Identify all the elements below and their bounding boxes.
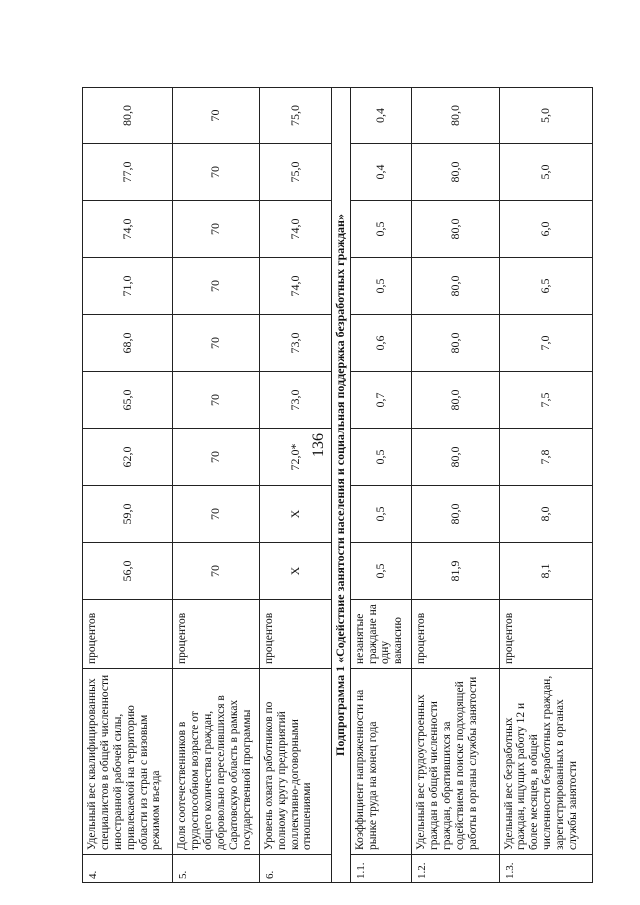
value-cell: 7,0 <box>499 315 593 372</box>
value-cell: 0,5 <box>350 258 412 315</box>
indicator-name: Удельный вес трудоустроенных граждан в общей численности граждан, обратившихся за содействием в поиске подходящей работы в органы службы занятости <box>412 669 499 855</box>
value-cell: 70 <box>173 429 260 486</box>
value-cell: 80,0 <box>412 88 499 144</box>
indicator-name: Удельный вес безработных граждан, ищущих работу 12 и более месяцев, в общей численности безработных граждан, зарегистрированных в органах службы занятости <box>499 669 593 855</box>
unit-cell: процентов <box>259 600 331 669</box>
unit-cell: процентов <box>499 600 593 669</box>
value-cell: 73,0 <box>259 315 331 372</box>
value-cell: 8,0 <box>499 486 593 543</box>
unit-cell: незанятые граждане на одну вакансию <box>350 600 412 669</box>
row-number: 1.1. <box>350 855 412 883</box>
value-cell: 80,0 <box>412 201 499 258</box>
value-cell: 73,0 <box>259 372 331 429</box>
value-cell: 70 <box>173 543 260 600</box>
row-number: 1.3. <box>499 855 593 883</box>
unit-cell: процентов <box>173 600 260 669</box>
value-cell: 68,0 <box>83 315 173 372</box>
value-cell: 80,0 <box>412 315 499 372</box>
value-cell: 8,1 <box>499 543 593 600</box>
subprogram-row <box>331 88 350 883</box>
table-row <box>350 88 412 883</box>
value-cell: 80,0 <box>412 486 499 543</box>
value-cell: 75,0 <box>259 144 331 201</box>
page-number: 136 <box>310 433 327 457</box>
value-cell: 56,0 <box>83 543 173 600</box>
value-cell: 80,0 <box>412 429 499 486</box>
row-number: 1.2. <box>412 855 499 883</box>
value-cell: 6,0 <box>499 201 593 258</box>
value-cell: 70 <box>173 486 260 543</box>
unit-cell: процентов <box>83 600 173 669</box>
value-cell: X <box>259 486 331 543</box>
indicator-table-rotated <box>82 88 593 883</box>
value-cell: 70 <box>173 88 260 144</box>
subprogram-title: Подпрограмма 1 «Содействие занятости населения и социальная поддержка безработных граждан» <box>331 88 350 883</box>
value-cell: 75,0 <box>259 88 331 144</box>
value-cell: 0,5 <box>350 486 412 543</box>
value-cell: 0,4 <box>350 144 412 201</box>
value-cell: 81,9 <box>412 543 499 600</box>
row-number: 4. <box>83 855 173 883</box>
value-cell: 70 <box>173 258 260 315</box>
value-cell: 80,0 <box>412 372 499 429</box>
value-cell: 65,0 <box>83 372 173 429</box>
row-number: 5. <box>173 855 260 883</box>
value-cell: 0,5 <box>350 201 412 258</box>
value-cell: 71,0 <box>83 258 173 315</box>
indicator-table <box>82 87 593 883</box>
value-cell: 70 <box>173 315 260 372</box>
indicator-name: Удельный вес квалифицированных специалистов в общей численности иностранной рабочей силы, привлекаемой на территорию области из стран с визовым режимом въезда <box>83 669 173 855</box>
table-row <box>499 88 593 883</box>
value-cell: 80,0 <box>412 258 499 315</box>
value-cell: 74,0 <box>259 258 331 315</box>
value-cell: X <box>259 543 331 600</box>
value-cell: 0,5 <box>350 543 412 600</box>
value-cell: 70 <box>173 144 260 201</box>
value-cell: 74,0 <box>83 201 173 258</box>
value-cell: 5,0 <box>499 88 593 144</box>
unit-cell: процентов <box>412 600 499 669</box>
value-cell: 72,0* <box>259 429 331 486</box>
value-cell: 5,0 <box>499 144 593 201</box>
value-cell: 0,5 <box>350 429 412 486</box>
value-cell: 70 <box>173 201 260 258</box>
value-cell: 0,4 <box>350 88 412 144</box>
value-cell: 6,5 <box>499 258 593 315</box>
value-cell: 80,0 <box>412 144 499 201</box>
table-row <box>83 88 173 883</box>
value-cell: 0,6 <box>350 315 412 372</box>
value-cell: 59,0 <box>83 486 173 543</box>
value-cell: 62,0 <box>83 429 173 486</box>
indicator-name: Доля соотечественников в трудоспособном возрасте от общего количества граждан, добровольно переселившихся в Саратовскую область в рамках государственной программы <box>173 669 260 855</box>
table-row <box>259 88 331 883</box>
value-cell: 0,7 <box>350 372 412 429</box>
table-row <box>173 88 260 883</box>
row-number: 6. <box>259 855 331 883</box>
value-cell: 80,0 <box>83 88 173 144</box>
indicator-name: Коэффициент напряженности на рынке труда на конец года <box>350 669 412 855</box>
value-cell: 74,0 <box>259 201 331 258</box>
value-cell: 7,5 <box>499 372 593 429</box>
value-cell: 7,8 <box>499 429 593 486</box>
value-cell: 70 <box>173 372 260 429</box>
table-row <box>412 88 499 883</box>
indicator-name: Уровень охвата работников по полному кругу предприятий коллективно-договорными отношениями <box>259 669 331 855</box>
value-cell: 77,0 <box>83 144 173 201</box>
